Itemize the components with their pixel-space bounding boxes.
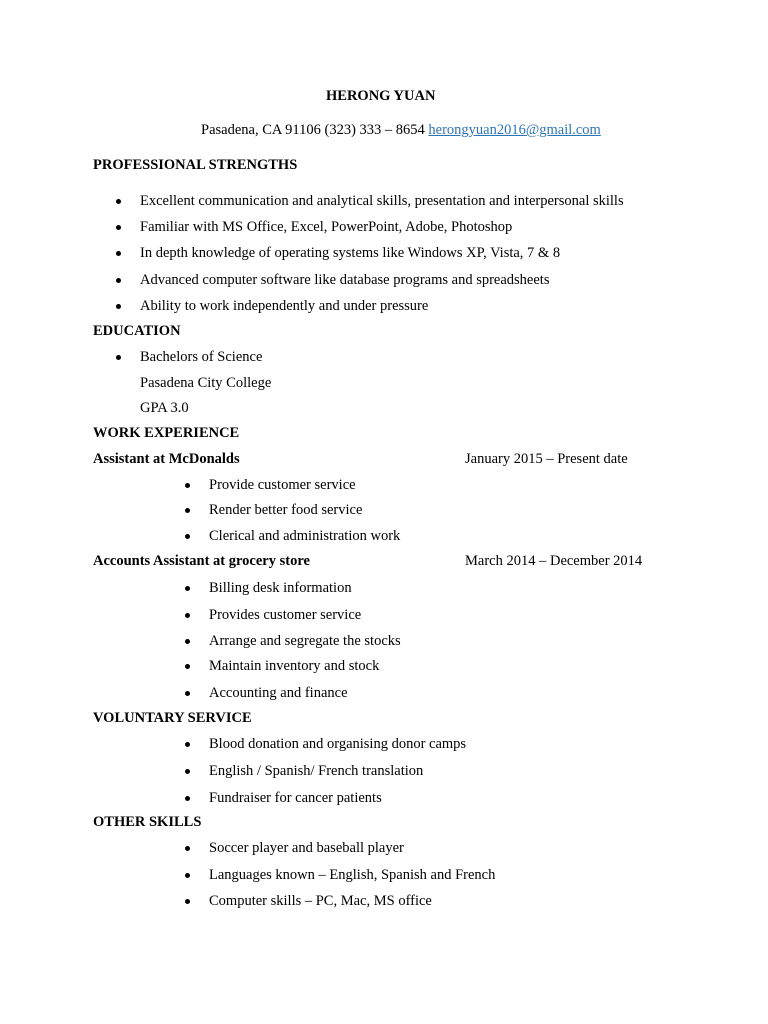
bullet-icon bbox=[116, 304, 121, 309]
job-title: Accounts Assistant at grocery store bbox=[93, 553, 310, 569]
education-school: Pasadena City College bbox=[140, 375, 272, 391]
bullet-icon bbox=[185, 742, 190, 747]
list-item-text: Billing desk information bbox=[209, 580, 352, 596]
bullet-icon bbox=[185, 534, 190, 539]
bullet-icon bbox=[185, 796, 190, 801]
list-item-text: Soccer player and baseball player bbox=[209, 840, 404, 856]
list-item-text: Advanced computer software like database programs and spreadsheets bbox=[140, 272, 550, 288]
list-item-text: Familiar with MS Office, Excel, PowerPoint, Adobe, Photoshop bbox=[140, 219, 513, 235]
bullet-icon bbox=[116, 278, 121, 283]
list-item-text: English / Spanish/ French translation bbox=[209, 763, 424, 779]
list-item-text: Render better food service bbox=[209, 502, 363, 518]
job-dates: January 2015 – Present date bbox=[465, 451, 628, 467]
section-heading-work-experience: WORK EXPERIENCE bbox=[93, 425, 240, 441]
job-dates: March 2014 – December 2014 bbox=[465, 553, 643, 569]
list-item-text: Languages known – English, Spanish and French bbox=[209, 867, 496, 883]
candidate-name: HERONG YUAN bbox=[326, 88, 436, 104]
list-item-text: Provide customer service bbox=[209, 477, 356, 493]
bullet-icon bbox=[185, 508, 190, 513]
list-item-text: Accounting and finance bbox=[209, 685, 348, 701]
email-link[interactable]: herongyuan2016@gmail.com bbox=[428, 122, 601, 138]
list-item-text: Blood donation and organising donor camps bbox=[209, 736, 467, 752]
contact-address-phone: Pasadena, CA 91106 (323) 333 – 8654 bbox=[201, 122, 425, 138]
bullet-icon bbox=[185, 613, 190, 618]
list-item-text: Ability to work independently and under pressure bbox=[140, 298, 429, 314]
bullet-icon bbox=[116, 225, 121, 230]
education-degree: Bachelors of Science bbox=[140, 349, 263, 365]
list-item-text: Provides customer service bbox=[209, 607, 362, 623]
list-item-text: Excellent communication and analytical skills, presentation and interpersonal skills bbox=[140, 193, 624, 209]
bullet-icon bbox=[185, 483, 190, 488]
list-item-text: Computer skills – PC, Mac, MS office bbox=[209, 893, 432, 909]
list-item-text: Maintain inventory and stock bbox=[209, 658, 380, 674]
education-gpa: GPA 3.0 bbox=[140, 400, 189, 416]
bullet-icon bbox=[116, 251, 121, 256]
bullet-icon bbox=[185, 639, 190, 644]
bullet-icon bbox=[185, 586, 190, 591]
bullet-icon bbox=[185, 873, 190, 878]
section-heading-other-skills: OTHER SKILLS bbox=[93, 814, 202, 830]
section-heading-professional-strengths: PROFESSIONAL STRENGTHS bbox=[93, 157, 298, 173]
job-title: Assistant at McDonalds bbox=[93, 451, 240, 467]
bullet-icon bbox=[185, 664, 190, 669]
section-heading-voluntary-service: VOLUNTARY SERVICE bbox=[93, 710, 252, 726]
list-item-text: In depth knowledge of operating systems like Windows XP, Vista, 7 & 8 bbox=[140, 245, 561, 261]
bullet-icon bbox=[185, 691, 190, 696]
bullet-icon bbox=[116, 355, 121, 360]
section-heading-education: EDUCATION bbox=[93, 323, 181, 339]
list-item-text: Arrange and segregate the stocks bbox=[209, 633, 401, 649]
contact-line bbox=[201, 121, 601, 139]
list-item-text: Clerical and administration work bbox=[209, 528, 401, 544]
bullet-icon bbox=[185, 846, 190, 851]
bullet-icon bbox=[116, 199, 121, 204]
list-item-text: Fundraiser for cancer patients bbox=[209, 790, 382, 806]
bullet-icon bbox=[185, 769, 190, 774]
bullet-icon bbox=[185, 899, 190, 904]
